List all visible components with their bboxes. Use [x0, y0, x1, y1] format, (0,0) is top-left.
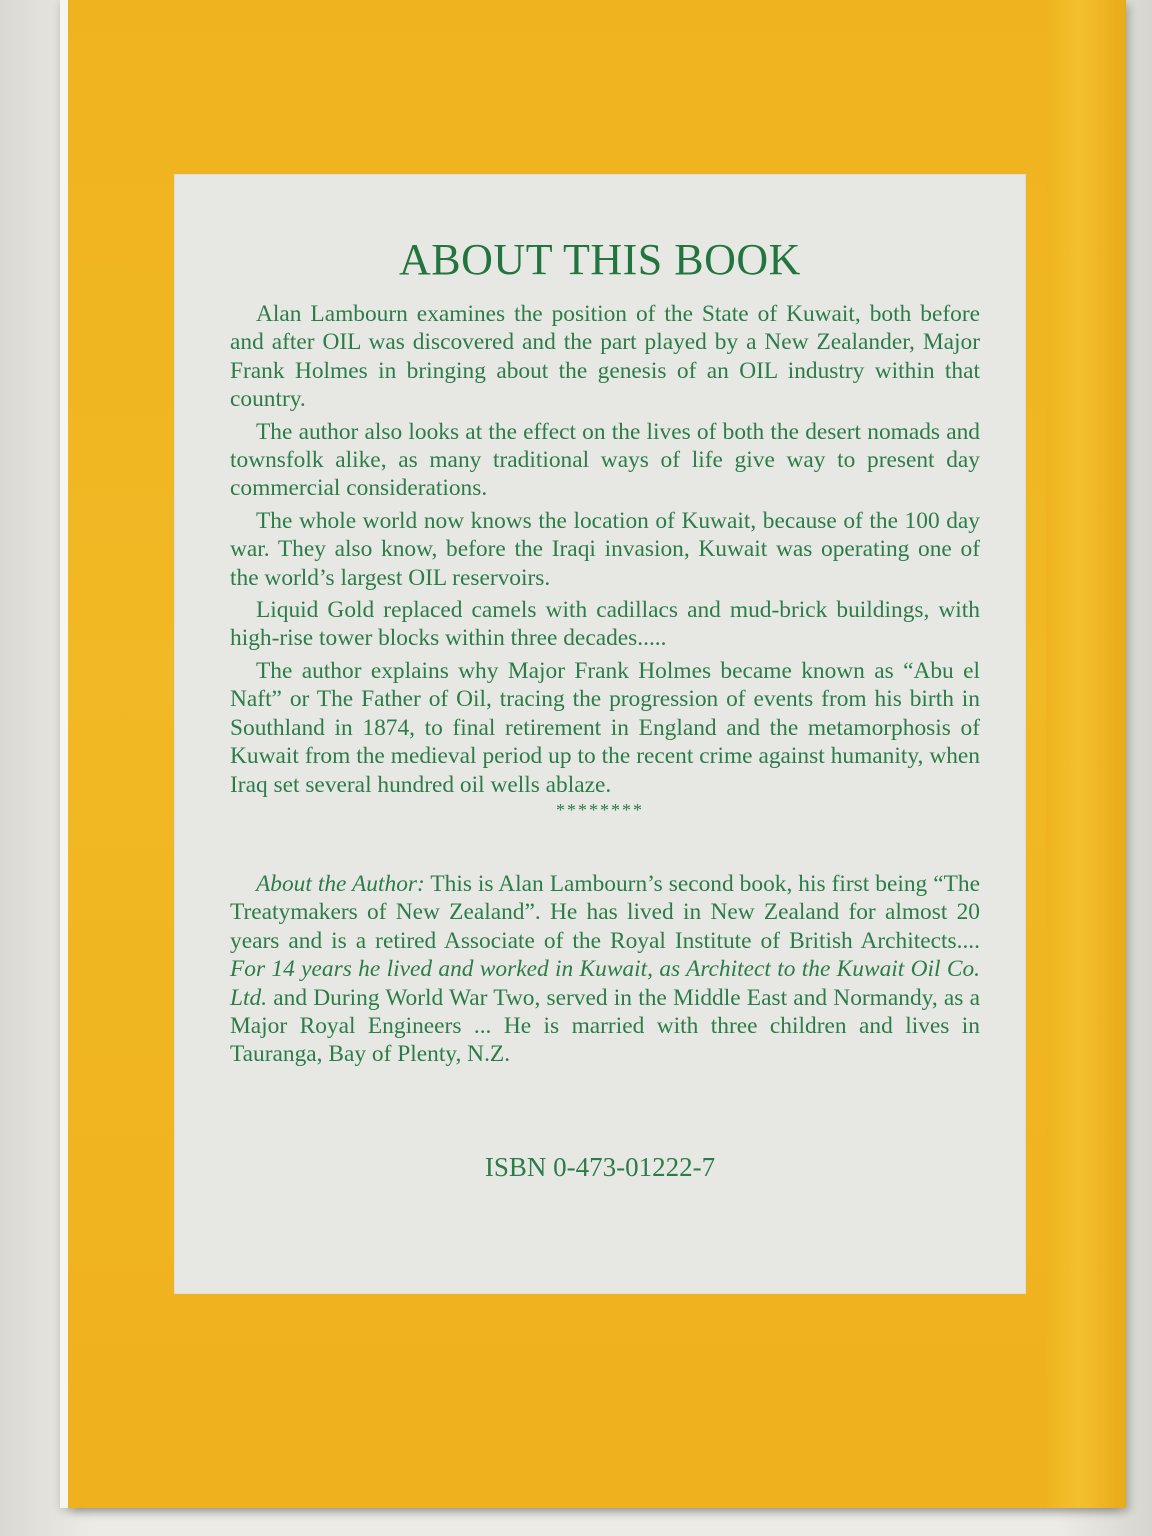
book-spine: [1046, 0, 1126, 1508]
panel-title: ABOUT THIS BOOK: [399, 235, 801, 284]
author-text-2: and During World War Two, served in the Middle East and Normandy, as a Major Royal Engineers ... He is married with three children and lives in Tauranga, Bay of Plenty, N.Z.: [230, 984, 980, 1068]
about-author: [230, 870, 980, 1069]
text-panel: [174, 174, 1026, 1294]
paragraph: Alan Lambourn examines the position of the State of Kuwait, both before and after OIL was discovered and the part played by a New Zealander, Major Frank Holmes in bringing about the genesis of an OIL industry within that country.: [230, 301, 980, 413]
paragraph: The whole world now knows the location of Kuwait, because of the 100 day war. They also know, before the Iraqi invasion, Kuwait was operating one of the world’s largest OIL reservoirs.: [230, 507, 980, 591]
paragraph: The author explains why Major Frank Holmes became known as “Abu el Naft” or The Father of Oil, tracing the progression of events from his birth in Southland in 1874, to final retirement in England and the metamorphosis of Kuwait from the medieval period up to the recent crime against humanity, when Iraq set several hundred oil wells ablaze.: [230, 657, 980, 798]
author-italic: For 14 years he lived and worked in Kuwait, as Architect to the Kuwait Oil Co. Ltd.: [230, 956, 980, 1011]
author-label: About the Author:: [256, 871, 425, 897]
book-back-cover: [68, 0, 1126, 1508]
description: [230, 300, 980, 803]
separator: ********: [556, 800, 644, 820]
isbn: ISBN 0-473-01222-7: [484, 1152, 716, 1182]
author-paragraph: [230, 870, 980, 1069]
author-text-1: This is Alan Lambourn’s second book, his first being “The Treatymakers of New Zealand”. He has lived in New Zealand for almost 20 years and is a retired Associate of the Royal Institute of British Architects....: [230, 871, 980, 954]
book-page-edge: [60, 0, 68, 1508]
paragraph: The author also looks at the effect on the lives of both the desert nomads and townsfolk alike, as many traditional ways of life give way to present day commercial considerations.: [230, 418, 980, 502]
paragraph: Liquid Gold replaced camels with cadillacs and mud-brick buildings, with high-rise tower blocks within three decades.....: [230, 597, 980, 652]
